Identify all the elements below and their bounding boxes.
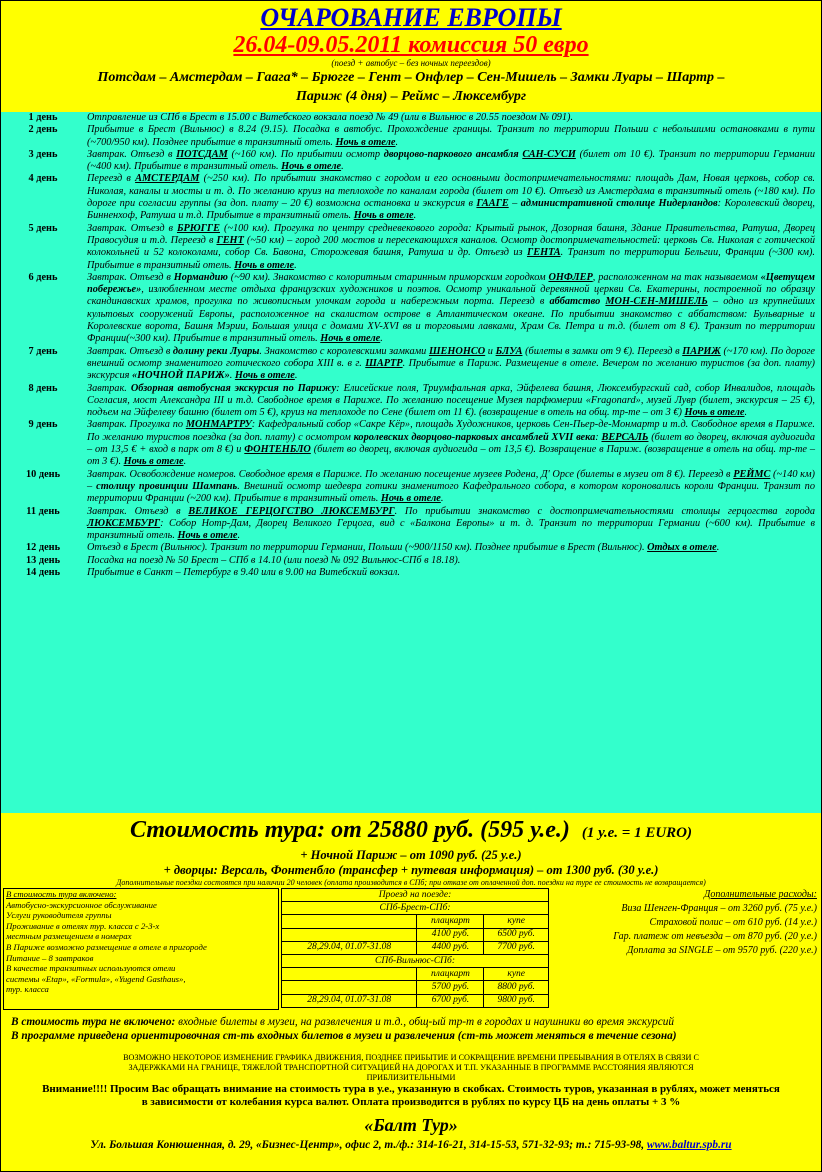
table-cell: 28,29.04, 01.07-31.08 [282, 941, 417, 954]
not-included-text: входные билеты в музеи, на развлечения и т.д., общ-ый тр-т в городах и наушники во время экскурсий [175, 1016, 675, 1028]
address-text: Ул. Большая Конюшенная, д. 29, «Бизнес-Центр», офис 2, т./ф.: 314-16-21, 314-15-53, 571-32-93; т.: 715-93-98, [90, 1139, 647, 1151]
day-description: Отъезд в Брест (Вильнюс). Транзит по территории Германии, Польши (~900/1150 км). Позднее прибытие в Брест (Вильнюс). Отдых в отеле. [87, 542, 720, 554]
itinerary-day [1, 149, 821, 174]
itinerary-day [1, 223, 821, 272]
table-cell: 4400 руб. [417, 941, 484, 954]
itinerary-day [1, 346, 821, 383]
table-cell: 8800 руб. [484, 981, 549, 994]
itinerary-day [1, 173, 821, 222]
itinerary-day [1, 272, 821, 346]
day-label: 3 день [28, 148, 58, 160]
day-label: 1 день [28, 112, 58, 123]
list-item: Автобусно-экскурсионное обслуживание [6, 899, 157, 910]
list-item: Доплата за SINGLE – от 9570 руб. (220 у.е.) [627, 945, 817, 956]
list-item: Проживание в отелях тур. класса с 2-3-х [6, 920, 160, 931]
warning-line: ЗАДЕРЖКАМИ НА ГРАНИЦЕ, ТЯЖЕЛОЙ ТРАНСПОРТНОЙ СИТУАЦИЕЙ НА ДОРОГАХ И Т.П. УКАЗАННЫЕ В ПРОГРАММЕ РАССТОЯНИЯ ЯВЛЯЮТСЯ [128, 1063, 694, 1072]
train-route-brest: СПб-Брест-СПб: [282, 902, 549, 915]
itinerary-day [1, 542, 821, 554]
day-label: 6 день [28, 271, 58, 283]
train-title: Проезд на поезде: [282, 889, 549, 902]
list-item: Гар. платеж от невъезда – от 870 руб. (20 у.е.) [613, 931, 817, 942]
day-description: Завтрак. Отъезд в ВЕЛИКОЕ ГЕРЦОГСТВО ЛЮКСЕМБУРГ. По прибытии знакомство с достопримечательностями столицы герцогства города ЛЮКСЕМБУРГ: Собор Нотр-Дам, Дворец Великого Герцога, вид с «Балкона Европы» и т. д. Транзит по территории Германии (~600 км). Прибытие в транзитный отель. Ночь в отеле. [87, 505, 816, 542]
list-item: В качестве транзитных используются отели [6, 963, 176, 974]
list-item: Услуги руководителя группы [6, 910, 112, 921]
price-section [1, 813, 821, 1171]
train-route-vilnius: СПб-Вильнюс-СПб: [282, 954, 549, 967]
warning-line: ВОЗМОЖНО НЕКОТОРОЕ ИЗМЕНЕНИЕ ГРАФИКА ДВИЖЕНИЯ, ПОЗДНЕЕ ПРИБЫТИЕ И СОКРАЩЕНИЕ ВРЕМЕНИ ПРЕБЫВАНИЯ В ОТЕЛЯХ В СВЯЗИ С [123, 1053, 699, 1062]
not-included [1, 1015, 821, 1029]
day-label: 14 день [25, 566, 61, 578]
itinerary-day [1, 469, 821, 506]
day-label: 9 день [28, 419, 58, 431]
day-description: Отправление из СПб в Брест в 15.00 с Витебского вокзала поезд № 49 (или в Вильнюс в 20.55 поездом № 091). [87, 112, 574, 123]
day-description: Завтрак. Отъезд в ПОТСДАМ (~160 км). По прибытии осмотр дворцово-паркового ансамбля САН-СУСИ (билет от 10 €). Транзит по территории Германии (~400 км). Прибытие в транзитный отель. Ночь в отеле. [87, 148, 815, 173]
company-address [1, 1138, 821, 1152]
tour-price [1, 813, 821, 848]
table-cell: 7700 руб. [484, 941, 549, 954]
table-cell: 5700 руб. [417, 981, 484, 994]
warning [1, 1053, 821, 1083]
day-label: 7 день [28, 345, 58, 357]
footer [1, 1015, 821, 1152]
itinerary [1, 112, 821, 813]
day-description: Завтрак. Прогулка по МОНМАРТРУ: Кафедральный собор «Сакре Кёр», площадь Художников, церковь Сен-Пьер-де-Монмартр и т.д. Свободное время в Париже. По желанию туристов поездка (за доп. плату) с осмотром королевских дворцово-парковых ансамблей XVII века: ВЕРСАЛЬ (билет во дворец, включая аудиогида – от 13,5 € + вход в парк от 8 €) и ФОНТЕНБЛО (билет во дворец, включая аудиогида – от 13,5 €). Возвращение в Париж. (возвращение в отель на общ. тр-те – от 3 €). Ночь в отеле. [87, 419, 815, 468]
night-paris-price: + Ночной Париж – от 1090 руб. (25 у.е.) [300, 848, 522, 862]
included-title: В стоимость тура включено: [6, 889, 117, 899]
list-item: Питание – 8 завтраков [6, 952, 94, 963]
price-main: Стоимость тура: от 25880 руб. (595 у.е.) [129, 817, 570, 843]
day-description: Завтрак. Обзорная автобусная экскурсия по Парижу: Елисейские поля, Триумфальная арка, Эйфелева башня, Люксембургский сад, собор Инвалидов, площадь Согласия, мост Александра III и т.д. Свободное время в Париже. По желанию посещение Музея парфюмерии «Fragonard», музей Лувр (билет, экскурсия – 25 €), подъем на Эйфелеву башню (билет от 5 €), круиз на теплоходе по Сене (билет от 11 €). (возвращение в отель на общ. тр-те – от 3 €) Ночь в отеле. [87, 382, 815, 419]
website-link[interactable]: www.baltur.spb.ru [646, 1139, 732, 1151]
exchange-rate: (1 у.е. = 1 EURO) [581, 825, 693, 841]
list-item: Страховой полис – от 610 руб. (14 у.е.) [649, 917, 817, 928]
day-description: Посадка на поезд № 50 Брест – СПб в 14.10 (или поезд № 092 Вильнюс-СПб в 18.18). [87, 554, 461, 566]
tour-title: ОЧАРОВАНИЕ ЕВРОПЫ [260, 3, 562, 32]
day-description: Завтрак. Освобождение номеров. Свободное время в Париже. По желанию посещение музеев Родена, Д' Орсе (билеты в музеи от 8 €). Переезд в РЕЙМС (~140 км) – столицу провинции Шампань. Внешний осмотр шедевра готики знаменитого Кафедрального собора, в котором короновались короли Франции. Транзит по территории Франции (~200 км). Прибытие в транзитный отель. Ночь в отеле. [87, 468, 815, 505]
day-label: 11 день [26, 505, 60, 517]
col-kupe: купе [484, 915, 549, 928]
itinerary-day [1, 419, 821, 468]
palaces-price: + дворцы: Версаль, Фонтенбло (трансфер + путевая информация) – от 1300 руб. (30 у.е.) [163, 863, 659, 877]
col-kupe: купе [484, 968, 549, 981]
warning-line: ПРИБЛИЗИТЕЛЬНЫМИ [366, 1073, 456, 1082]
day-label: 2 день [28, 124, 58, 136]
list-item: системы «Etap», «Formula», «Yugend Gasthaus», [6, 973, 186, 984]
itinerary-day [1, 506, 821, 543]
itinerary-day [1, 383, 821, 420]
not-included-label: В стоимость тура не включено: [11, 1016, 176, 1028]
day-description: Прибытие в Брест (Вильнюс) в 8.24 (9.15). Посадка в автобус. Прохождение границы. Транзит по территории Польши с небольшими остановками в пути (~700/950 км). Позднее прибытие в транзитный отель. Ночь в отеле. [87, 124, 815, 148]
list-item: В Париже возможно размещение в отеле в пригороде [6, 941, 207, 952]
table-cell: 4100 руб. [417, 928, 484, 941]
day-label: 10 день [25, 468, 61, 480]
table-cell: 9800 руб. [484, 994, 549, 1007]
transport-note: (поезд + автобус – без ночных переездов) [331, 58, 491, 68]
itinerary-day [1, 567, 821, 579]
included-list [3, 888, 279, 1010]
extra-expenses [555, 888, 817, 958]
details-box [3, 888, 819, 1011]
list-item: тур. класса [6, 984, 49, 995]
itinerary-day [1, 555, 821, 567]
itinerary-day [1, 124, 821, 149]
itinerary-day [1, 112, 821, 124]
day-label: 8 день [28, 382, 58, 394]
day-description: Завтрак. Отъезд в БРЮГГЕ (~100 км). Прогулка по центру средневекового города: Крытый рынок, Дозорная башня, Здание Правительства, Ратуша, Дворец Правосудия и т.д. Переезд в ГЕНТ (~50 км) – город 200 мостов и пересекающихся каналов. Осмотр достопримечательностей: церковь Св. Николая с готической колокольней и 52 колоколами, собор Св. Бавона, Сторожевая башня, Ратуша и др. Отъезд из ГЕНТА. Транзит по территории Бельгии, Франции (~300 км). Прибытие в транзитный отель. Ночь в отеле. [87, 222, 815, 271]
day-description: Прибытие в Санкт – Петербург в 9.40 или в 9.00 на Витебский вокзал. [87, 566, 400, 578]
table-cell: 6700 руб. [417, 994, 484, 1007]
attention-line: в зависимости от колебания курса валют. Оплата производится в рублях по курсу ЦБ на день оплаты + 3 % [141, 1096, 681, 1108]
route-line-1: Потсдам – Амстердам – Гаага* – Брюгге – Гент – Онфлер – Сен-Мишель – Замки Луары – Шартр – [97, 70, 725, 85]
company-name: «Балт Тур» [364, 1115, 458, 1135]
header [1, 1, 821, 112]
extra-trips-note: Дополнительные поездки состоятся при наличии 20 человек (оплата производится в СПб; при отказе от оплаченной доп. поездки на туре ее стоимость не возвращается) [116, 878, 706, 887]
day-description: Переезд в АМСТЕРДАМ (~250 км). По прибытии знакомство с городом и его основными достопримечательностями: площадь Дам, Новая церковь, собор св. Николая, каналы и мосты и т. д. По желанию круиз на теплоходе по каналам города (билет от 10 €). Отъезд из Амстердама в транзитный отель (~180 км). По дороге при согласии группы (за доп. плату – 20 €) возможна остановка и экскурсия в ГААГЕ – административной столице Нидерландов: Королевский дворец, Бинненхоф, Ратуша и т.д. Прибытие в транзитный отель. Ночь в отеле. [87, 173, 815, 222]
list-item: местным размещением в номерах [6, 931, 132, 942]
attention-line: Внимание!!!! Просим Вас обращать внимание на стоимость тура в у.е., указанную в скобках. Стоимость туров, указанная в рублях, может меняться [42, 1083, 780, 1095]
day-label: 5 день [28, 222, 58, 234]
day-label: 13 день [25, 554, 61, 566]
day-description: Завтрак. Отъезд в Нормандию (~90 км). Знакомство с колоритным старинным приморским городком ОНФЛЕР, расположенном на так называемом «Цветущем побережье», излюбленном месте отдыха французских художников и поэтов. Осмотр уникальной деревянной церкви Св. Екатерины, построенной по образцу скандинавских храмов, прогулка по живописным улочкам города и набережным порта. Переезд в аббатство МОН-СЕН-МИШЕЛЬ – одно из крупнейших культовых сооружений Европы, расположенное на скалистом острове в Атлантическом океане. По прибытии знакомство с аббатством: Бульварные и Королевские ворота, Башня Мэрии, Большая улица с домами XV-XVI вв и торговыми лавками, Храм Св. Петра и т.д. (билет от 8 €). Транзит по территории Франции(~300 км). Прибытие в транзитный отель. Ночь в отеле. [87, 271, 815, 345]
day-label: 4 день [28, 173, 58, 185]
list-item: Виза Шенген-Франция – от 3260 руб. (75 у.е.) [621, 903, 817, 914]
col-platzkart: плацкарт [417, 968, 484, 981]
extra-title: Дополнительные расходы: [704, 889, 817, 900]
day-description: Завтрак. Отъезд в долину реки Луары. Знакомство с королевскими замками ШЕНОНСО и БЛУА (билеты в замки от 9 €). Переезд в ПАРИЖ (~170 км). По дороге внешний осмотр знаменитого готического собора XIII в. в г. ШАРТР. Прибытие в Париж. Размещение в отеле. Вечером по желанию туристов (за доп. плату) экскурсия «НОЧНОЙ ПАРИЖ». Ночь в отеле. [87, 345, 815, 382]
attention [1, 1083, 821, 1109]
tour-dates: 26.04-09.05.2011 комиссия 50 евро [233, 32, 589, 58]
train-table [281, 888, 549, 1008]
table-cell: 6500 руб. [484, 928, 549, 941]
route-line-2: Париж (4 дня) – Реймс – Люксембург [296, 89, 526, 104]
program-note: В программе приведена ориентировочная ст-ть входных билетов в музеи и развлечения (ст-ть может меняться в течение сезона) [11, 1030, 677, 1042]
day-label: 12 день [25, 542, 61, 554]
table-cell: 28,29.04, 01.07-31.08 [282, 994, 417, 1007]
col-platzkart: плацкарт [417, 915, 484, 928]
